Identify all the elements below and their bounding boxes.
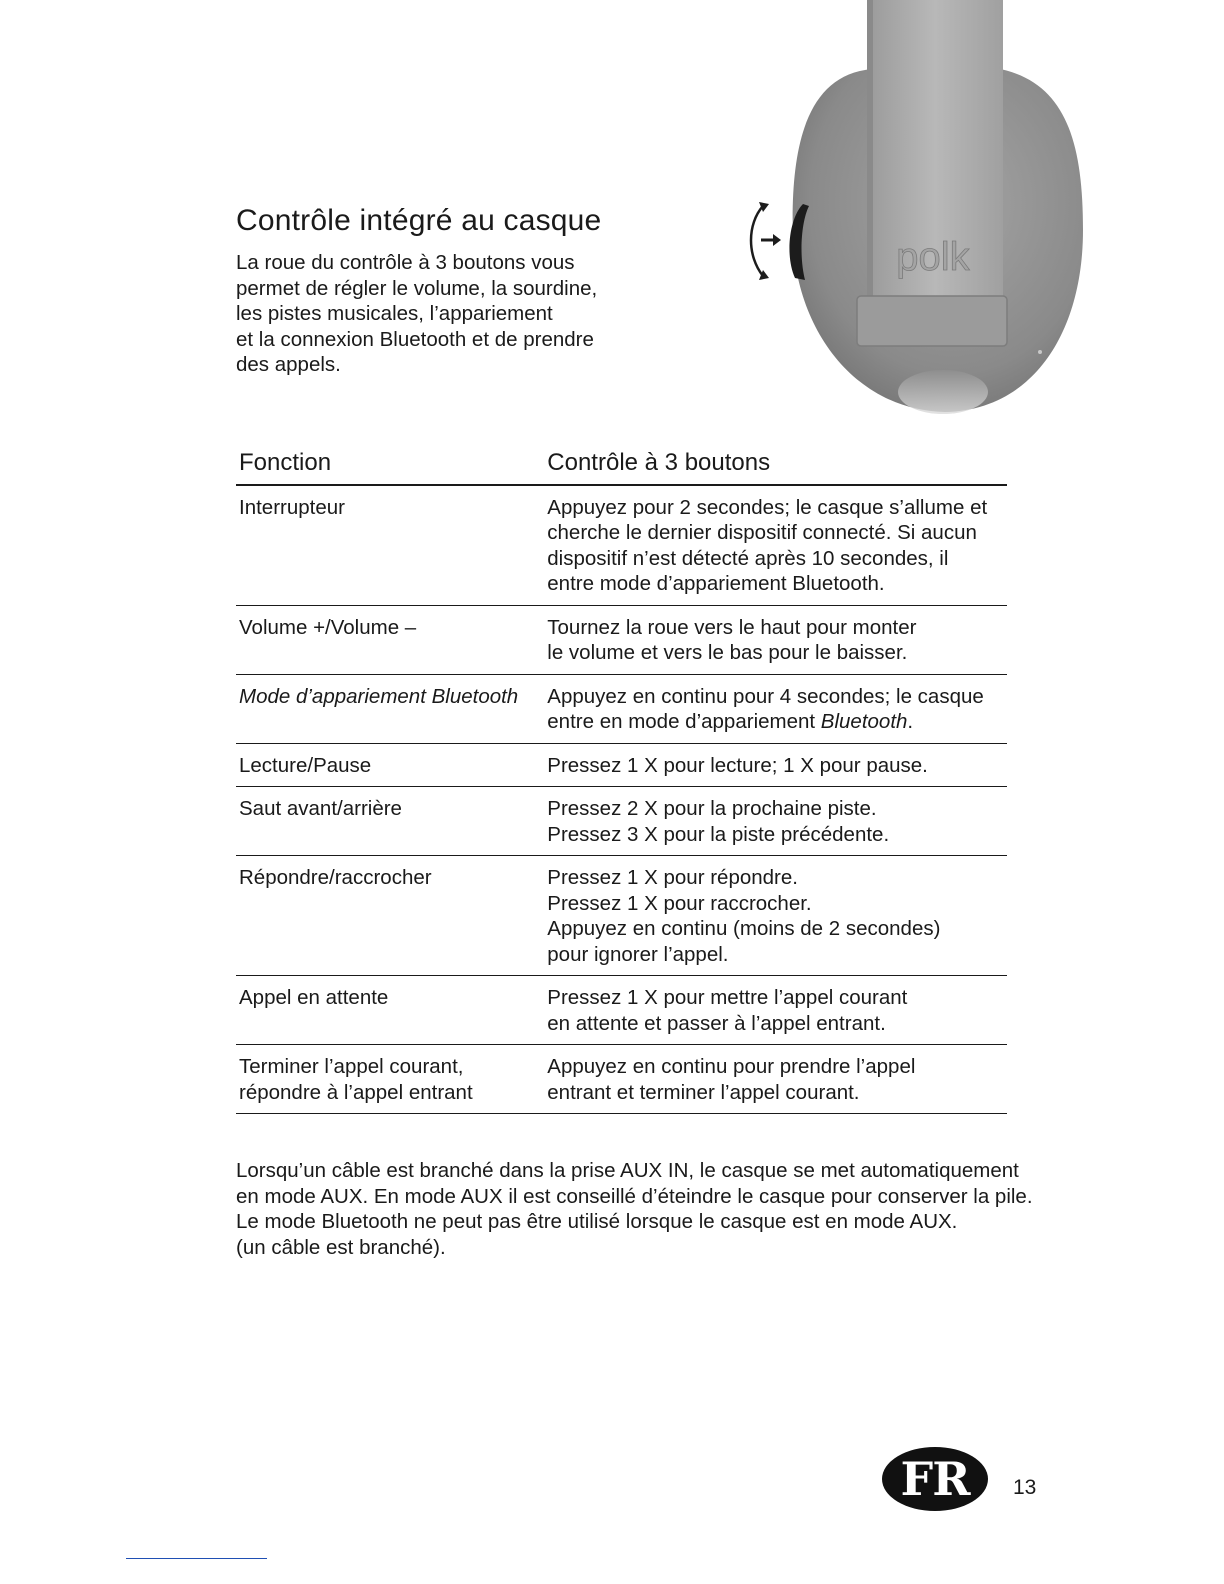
table-header-row	[236, 448, 1007, 485]
function-text: Saut avant/arrière	[239, 797, 402, 820]
control-text: Pressez 1 X pour lecture; 1 X pour pause.	[547, 753, 928, 777]
table-row	[236, 605, 1007, 674]
intro-line: permet de régler le volume, la sourdine,	[236, 276, 598, 300]
control-text: dispositif n’est détecté après 10 secondes, il	[547, 546, 949, 570]
function-cell	[236, 485, 544, 606]
intro-line: La roue du contrôle à 3 boutons vous	[236, 251, 575, 274]
control-cell	[544, 674, 1007, 743]
control-text: cherche le dernier dispositif connecté. Si aucun	[547, 521, 977, 544]
headset-illustration	[745, 0, 1085, 420]
headband-edge	[867, 0, 873, 300]
function-cell	[236, 743, 544, 787]
control-text: Pressez 1 X pour mettre l’appel courant	[547, 986, 908, 1009]
control-text: Pressez 1 X pour répondre.	[547, 866, 798, 889]
function-text: Répondre/raccrocher	[239, 866, 432, 889]
control-text-suffix: .	[907, 710, 914, 733]
control-text-italic: Bluetooth	[820, 710, 908, 733]
aux-note-paragraph	[236, 1158, 1036, 1260]
function-cell	[236, 976, 544, 1045]
intro-line: et la connexion Bluetooth et de prendre	[236, 327, 594, 351]
table-row	[236, 1045, 1007, 1114]
control-cell	[544, 787, 1007, 856]
control-text: Pressez 1 X pour raccrocher.	[547, 891, 812, 915]
table-row	[236, 743, 1007, 787]
control-cell	[544, 976, 1007, 1045]
function-text: Interrupteur	[239, 495, 345, 519]
function-text: Volume +/Volume –	[239, 615, 417, 639]
note-line: en mode AUX. En mode AUX il est conseillé d’éteindre le casque pour conserver la pile.	[236, 1184, 1033, 1208]
page-title: Contrôle intégré au casque	[236, 204, 602, 237]
control-text: Pressez 2 X pour la prochaine piste.	[547, 797, 877, 820]
function-cell	[236, 1045, 544, 1114]
function-text: répondre à l’appel entrant	[239, 1080, 473, 1104]
table-row	[236, 976, 1007, 1045]
function-cell	[236, 674, 544, 743]
function-table	[236, 448, 1007, 1114]
function-cell	[236, 787, 544, 856]
control-cell	[544, 485, 1007, 606]
control-text: entrant et terminer l’appel courant.	[547, 1080, 860, 1104]
note-line: Lorsqu’un câble est branché dans la prise AUX IN, le casque se met automatiquement	[236, 1159, 1019, 1182]
control-text	[547, 709, 1007, 735]
table-row	[236, 856, 1007, 976]
intro-line: des appels.	[236, 353, 341, 376]
function-text: Terminer l’appel courant,	[239, 1055, 464, 1078]
control-cell	[544, 605, 1007, 674]
function-text: Mode d’appariement Bluetooth	[239, 684, 519, 708]
page-number: 13	[1013, 1476, 1037, 1499]
control-cell	[544, 743, 1007, 787]
control-cell	[544, 1045, 1007, 1114]
header-controle: Contrôle à 3 boutons	[544, 448, 1007, 485]
control-text: Appuyez en continu pour prendre l’appel	[547, 1055, 916, 1078]
note-line: (un câble est branché).	[236, 1235, 446, 1259]
press-arrow-head-icon	[773, 234, 781, 246]
control-text: entre mode d’appariement Bluetooth.	[547, 572, 885, 595]
control-text: Appuyez pour 2 secondes; le casque s’allume et	[547, 495, 988, 519]
control-text-prefix: entre en mode d’appariement	[547, 710, 821, 733]
indicator-dot	[1038, 350, 1042, 354]
control-cell	[544, 856, 1007, 976]
control-text: pour ignorer l’appel.	[547, 942, 729, 966]
table-row	[236, 485, 1007, 606]
header-fonction: Fonction	[236, 448, 544, 485]
function-text: Appel en attente	[239, 986, 389, 1009]
intro-line: les pistes musicales, l’appariement	[236, 302, 553, 325]
function-cell	[236, 856, 544, 976]
table-row	[236, 787, 1007, 856]
control-text: en attente et passer à l’appel entrant.	[547, 1011, 886, 1035]
control-text: le volume et vers le bas pour le baisser.	[547, 641, 908, 664]
control-text: Appuyez en continu pour 4 secondes; le casque	[547, 684, 984, 708]
control-text: Tournez la roue vers le haut pour monter	[547, 615, 917, 639]
function-cell	[236, 605, 544, 674]
table-row	[236, 674, 1007, 743]
note-line: Le mode Bluetooth ne peut pas être utilisé lorsque le casque est en mode AUX.	[236, 1210, 958, 1233]
footer-rule	[126, 1558, 267, 1559]
control-text: Appuyez en continu (moins de 2 secondes)	[547, 917, 941, 940]
ear-cup-highlight	[898, 370, 988, 414]
control-text: Pressez 3 X pour la piste précédente.	[547, 822, 890, 846]
intro-paragraph	[236, 250, 616, 378]
headband-slider	[857, 296, 1007, 346]
brand-logo: polk	[896, 235, 970, 279]
language-badge: FR	[882, 1447, 988, 1511]
function-text: Lecture/Pause	[239, 753, 372, 777]
